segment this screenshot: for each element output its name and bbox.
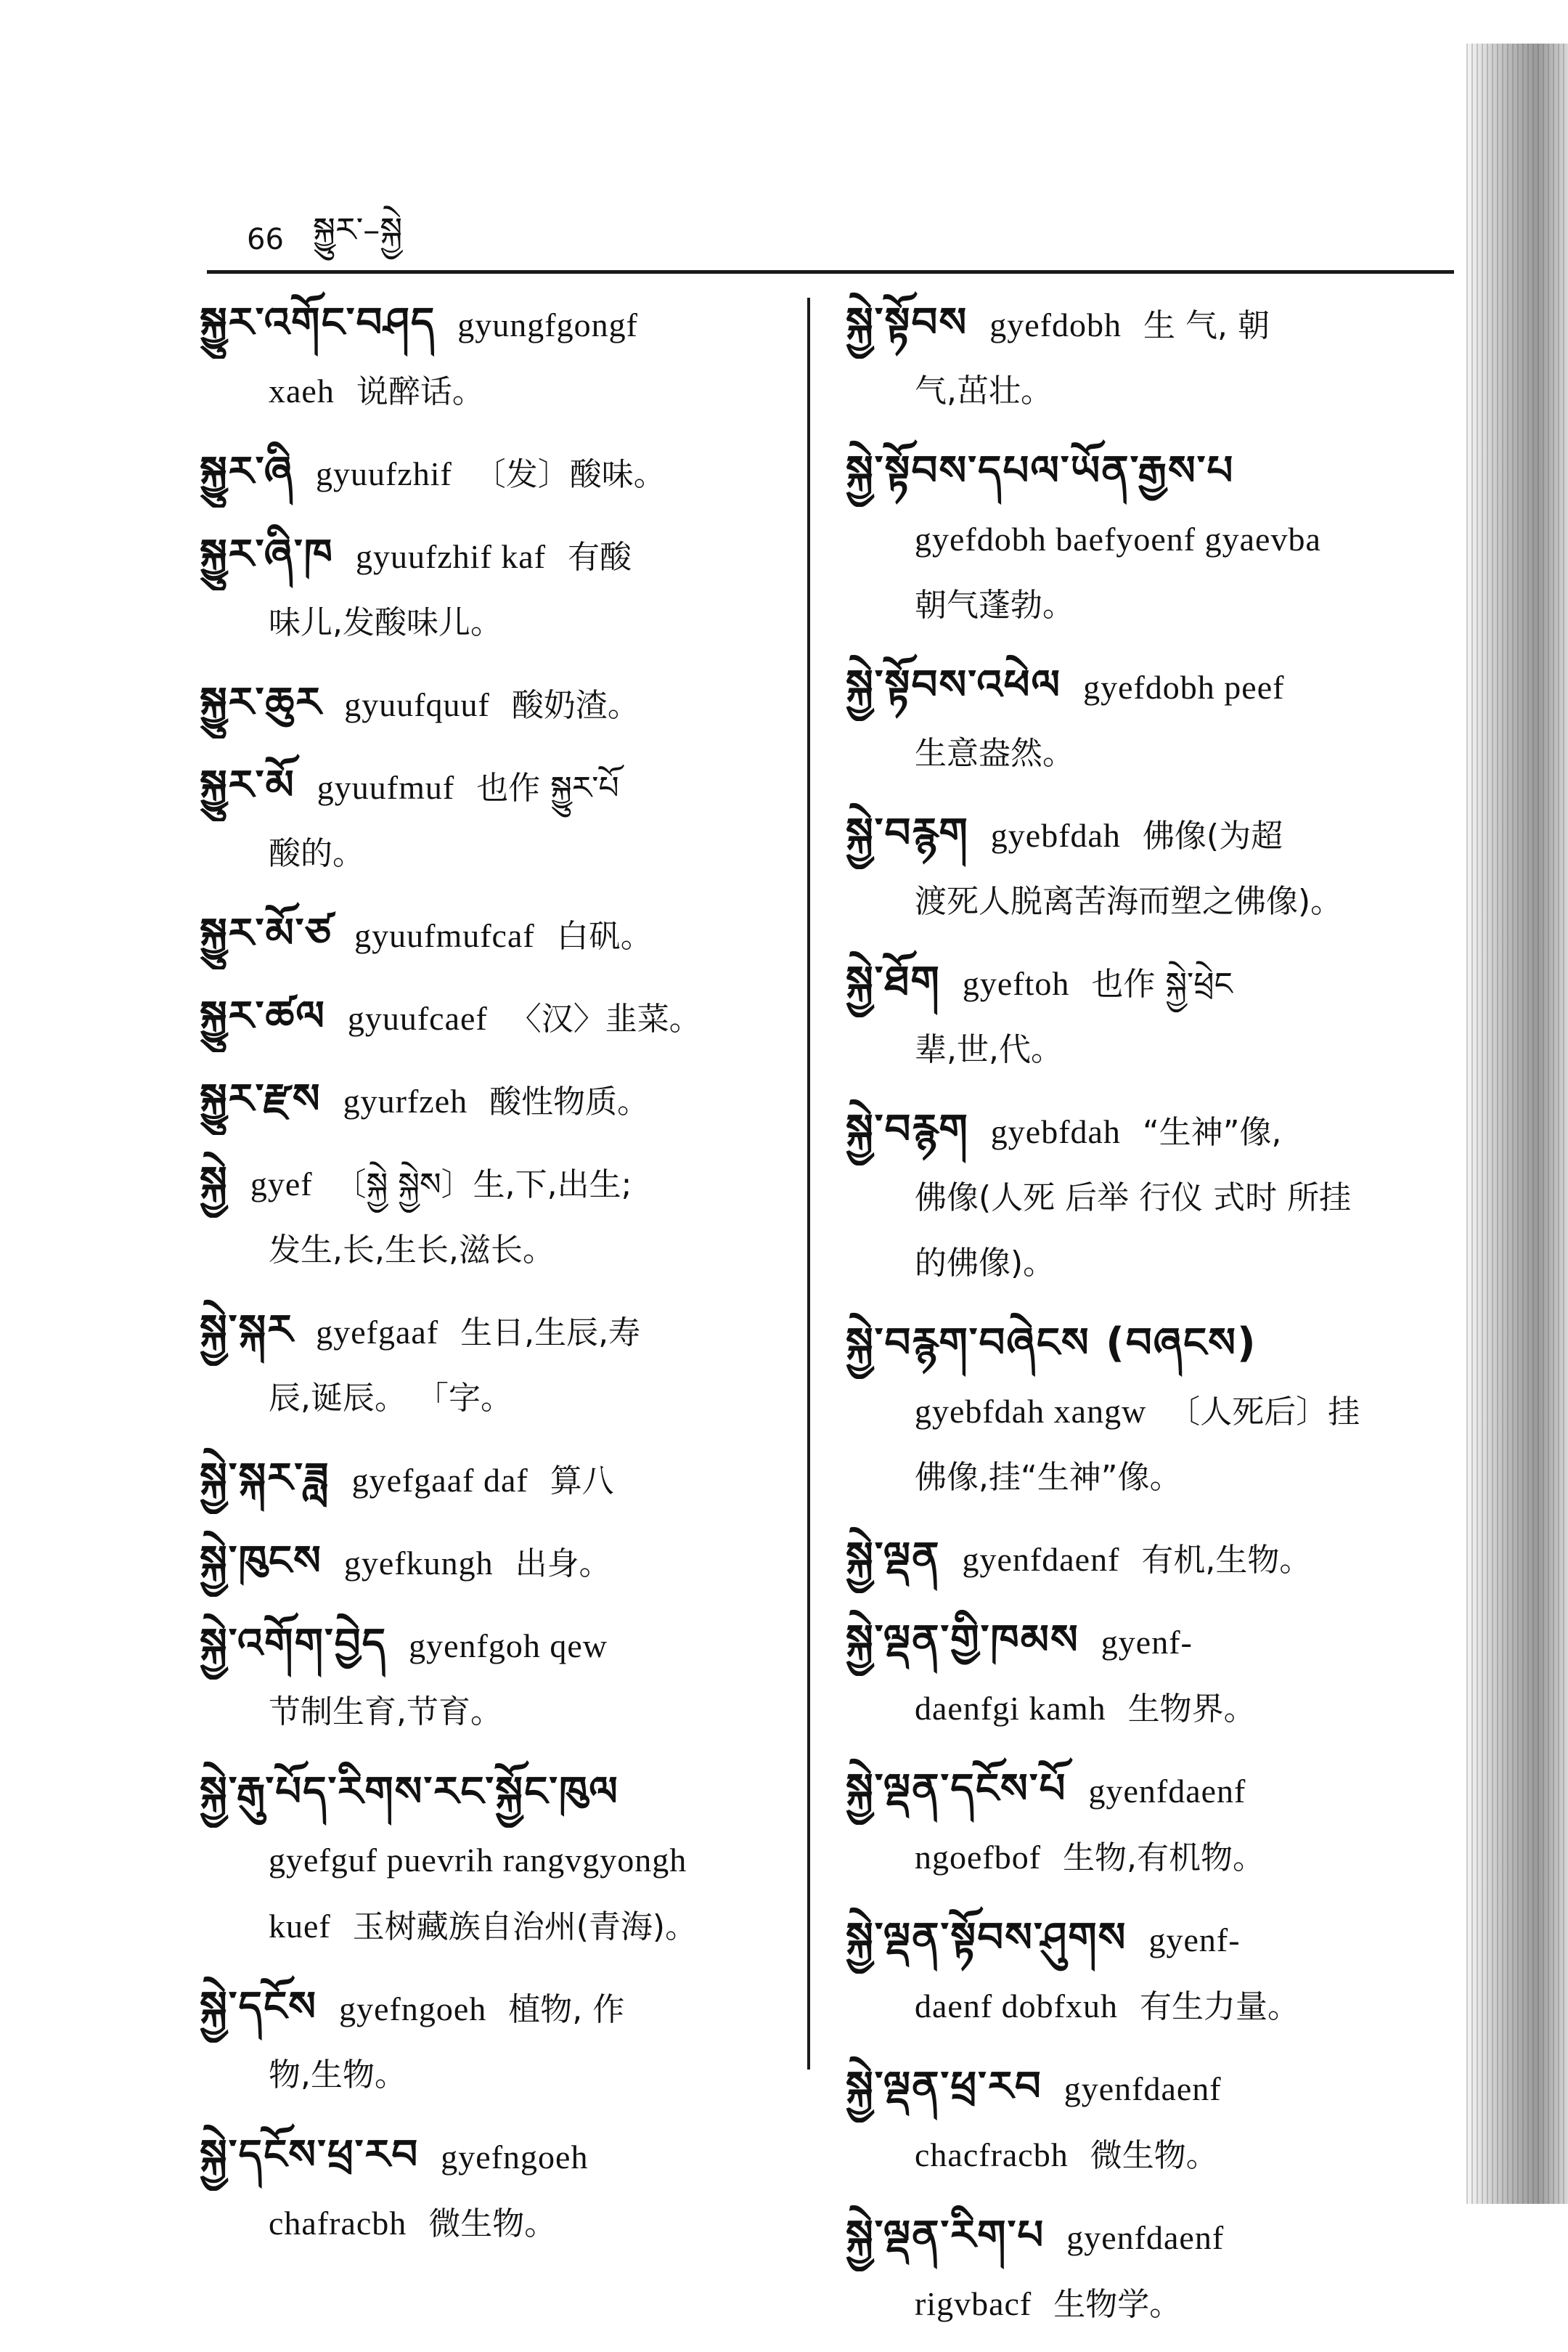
tibetan-headword: སྐྱེ་ཐོག (846, 958, 941, 1005)
definition: 佛像(人死 后举 行仪 式时 所挂 (915, 1179, 1352, 1216)
entry-continuation (846, 1231, 1455, 1296)
definition: 发生,长,生长,滋长。 (269, 1232, 555, 1269)
dictionary-entry (200, 901, 802, 969)
entry-continuation (846, 1017, 1455, 1083)
tibetan-headword: སྐྱེ་ཁུངས (200, 1537, 322, 1584)
definition: 佛像(为超 (1142, 818, 1283, 855)
dictionary-entry (200, 1298, 802, 1431)
definition: 也作 སྐྱུར་པོ (476, 770, 619, 807)
entry-continuation (846, 507, 1455, 573)
romanization: daenfgi kamh (915, 1690, 1106, 1727)
tibetan-headword: སྐྱེ་བརྙག (846, 1106, 969, 1153)
dictionary-entry (200, 1149, 802, 1283)
definition: 算八 (550, 1462, 614, 1499)
entry-line (200, 1974, 802, 2043)
definition: 玉树藏族自治州(青海)。 (352, 1908, 698, 1945)
entry-line (846, 1905, 1455, 1974)
romanization: gyuufmuf (317, 769, 455, 806)
dictionary-entry (200, 670, 802, 738)
header-rule (207, 270, 1454, 274)
entry-line (846, 1311, 1455, 1379)
definition: 辰,诞辰。 「字。 (269, 1380, 513, 1417)
entry-continuation (200, 1828, 802, 1894)
entry-continuation (200, 821, 802, 887)
tibetan-headword: སྐྱེ་བརྙག (846, 810, 969, 857)
romanization: gyefguf puevrih rangvgyongh (269, 1842, 687, 1879)
dictionary-entry (846, 801, 1455, 935)
dictionary-entry (846, 2054, 1455, 2189)
entry-line (846, 653, 1455, 721)
entry-continuation (846, 1676, 1455, 1742)
definition: 有生力量。 (1139, 1988, 1299, 2025)
entry-line (200, 2123, 802, 2191)
dictionary-entry (846, 1097, 1455, 1296)
definition: 酸奶渣。 (511, 687, 640, 724)
romanization: gyenf- (1101, 1624, 1193, 1661)
entry-continuation (200, 1894, 802, 1960)
definition: 生物,有机物。 (1063, 1839, 1265, 1876)
tibetan-headword: སྐྱུར་ཚལ (200, 993, 326, 1040)
definition: 出身。 (515, 1545, 611, 1582)
dictionary-entry (200, 1067, 802, 1135)
tibetan-headword: སྐྱེ་སྟོབས་དཔལ་ཡོན་རྒྱས་པ (846, 447, 1235, 495)
definition: 微生物。 (428, 2205, 557, 2242)
entry-line (846, 290, 1455, 359)
definition: 也作 སྐྱེ་ཕྲེང (1091, 966, 1233, 1003)
definition: 有酸 (568, 539, 632, 576)
entry-continuation (846, 1825, 1455, 1891)
dictionary-entry (200, 1611, 802, 1745)
page-edge-scan (1466, 44, 1568, 2204)
definition: 说醉话。 (356, 373, 484, 410)
entry-continuation (846, 1974, 1455, 2040)
romanization: gyungfgongf (457, 306, 638, 343)
definition: 生物学。 (1053, 2286, 1182, 2323)
entry-continuation (846, 869, 1455, 935)
page-number: 66 (247, 223, 284, 256)
entry-line (200, 1298, 802, 1366)
page-header (247, 211, 402, 269)
entry-line (846, 1608, 1455, 1676)
romanization: gyefdobh peef (1083, 669, 1285, 706)
romanization: gyenfdaenf (962, 1541, 1120, 1578)
romanization: gyenfdaenf (1063, 2070, 1222, 2107)
definition: 味儿,发酸味儿。 (269, 604, 502, 641)
tibetan-headword: སྐྱུར་ཞི (200, 448, 294, 495)
definition: 佛像,挂“生神”像。 (915, 1459, 1182, 1496)
right-column (846, 290, 1455, 2352)
romanization: gyebfdah (990, 1113, 1121, 1150)
tibetan-headword: སྐྱེ་ལྡན་རིག་པ (846, 2212, 1045, 2259)
romanization: gyuufmufcaf (354, 917, 535, 954)
entry-line (846, 2054, 1455, 2123)
entry-continuation (846, 721, 1455, 786)
definition: 朝气蓬勃。 (915, 587, 1074, 624)
entry-line (846, 1525, 1455, 1593)
entry-continuation (200, 1218, 802, 1283)
tibetan-headword: སྐྱུར་མོ (200, 762, 295, 809)
romanization: gyurfzeh (343, 1083, 468, 1120)
romanization: gyenfdaenf (1088, 1773, 1246, 1810)
romanization: gyuufcaef (347, 1000, 488, 1037)
entry-line (846, 1757, 1455, 1825)
dictionary-entry (200, 1446, 802, 1514)
entry-continuation (846, 1445, 1455, 1510)
entry-continuation (846, 359, 1455, 424)
definition: 气,茁壮。 (915, 373, 1053, 410)
romanization: gyefngoeh (339, 1990, 487, 2027)
dictionary-entry (846, 1905, 1455, 2040)
entry-line (200, 1529, 802, 1597)
entry-line (200, 753, 802, 821)
entry-continuation (200, 590, 802, 656)
dictionary-entry (846, 439, 1455, 638)
dictionary-entry (200, 1974, 802, 2108)
tibetan-headword: སྐྱེ་སྟོབས་འཕེལ (846, 662, 1062, 709)
tibetan-headword: སྐྱེ་དངོས་ཕྲ་རབ (200, 2131, 420, 2178)
tibetan-headword: སྐྱེ་བརྙག་བཞེངས (བཞངས) (846, 1319, 1257, 1367)
tibetan-headword: སྐྱེ་རྒུ་པོད་རིགས་རང་སྐྱོང་ཁུལ (200, 1768, 619, 1815)
entry-continuation (846, 1165, 1455, 1231)
column-divider (807, 298, 810, 2070)
romanization: xaeh (269, 373, 335, 410)
tibetan-headword: སྐྱུར་འགོང་བཤད (200, 299, 436, 346)
dictionary-entry (846, 1311, 1455, 1510)
entry-continuation (200, 359, 802, 425)
romanization: ngoefbof (915, 1839, 1042, 1876)
dictionary-entry (200, 2123, 802, 2257)
definition: 酸性物质。 (489, 1083, 650, 1120)
tibetan-headword: སྐྱེ་ལྡན་དངོས་པོ (846, 1765, 1067, 1812)
entry-line (200, 1149, 802, 1218)
tibetan-headword: སྐྱེ་སྐར (200, 1306, 295, 1354)
definition: 酸的。 (269, 835, 364, 872)
running-head: སྐྱུར་–སྐྱེ (312, 209, 403, 249)
tibetan-headword: སྐྱེ་ལྡན་སྟོབས་ཤུགས (846, 1914, 1127, 1961)
dictionary-entry (200, 753, 802, 887)
left-column (200, 290, 802, 2271)
definition: 〔སྐྱེ སྐྱེས〕生,下,出生; (334, 1166, 632, 1203)
definition: 〔人死后〕挂 (1168, 1393, 1360, 1431)
tibetan-headword: སྐྱེ་སྟོབས (846, 299, 968, 346)
definition: 生意盎然。 (915, 735, 1074, 772)
romanization: gyenf- (1148, 1921, 1241, 1958)
tibetan-headword: སྐྱེ་ལྡན (846, 1534, 941, 1581)
entry-line (200, 670, 802, 738)
entry-line (846, 1097, 1455, 1165)
entry-line (846, 949, 1455, 1017)
romanization: gyenfdaenf (1066, 2219, 1225, 2256)
entry-continuation (200, 1680, 802, 1745)
tibetan-headword: སྐྱུར་མོ་ཙ (200, 910, 333, 957)
entry-continuation (200, 2043, 802, 2108)
definition: 生物界。 (1127, 1690, 1256, 1728)
dictionary-entry (846, 653, 1455, 786)
romanization: gyefgaaf daf (351, 1462, 528, 1499)
tibetan-headword: སྐྱུར་ཞི་ཁ (200, 531, 334, 578)
entry-continuation (200, 2191, 802, 2257)
entry-line (200, 439, 802, 508)
tibetan-headword: སྐྱེ་དངོས (200, 1983, 318, 2030)
dictionary-entry (200, 522, 802, 656)
definition: 微生物。 (1090, 2137, 1218, 2174)
tibetan-headword: སྐྱེ་ལྡན་གྱི་ཁམས (846, 1616, 1079, 1664)
definition: 辈,世,代。 (915, 1031, 1063, 1068)
entry-continuation (846, 2271, 1455, 2337)
entry-line (846, 439, 1455, 507)
romanization: daenf dobfxuh (915, 1987, 1118, 2025)
dictionary-entry (846, 949, 1455, 1083)
romanization: gyef (250, 1165, 313, 1203)
romanization: gyefngoeh (441, 2139, 589, 2176)
romanization: gyefdobh (989, 306, 1122, 343)
dictionary-entry (846, 2203, 1455, 2337)
dictionary-entry (200, 439, 802, 508)
dictionary-entry (846, 290, 1455, 424)
dictionary-entry (846, 1608, 1455, 1742)
entry-line (846, 2203, 1455, 2271)
entry-continuation (846, 2123, 1455, 2189)
romanization: gyefgaaf (316, 1314, 439, 1351)
definition: 物,生物。 (269, 2056, 407, 2093)
romanization: gyuufquuf (344, 686, 490, 723)
entry-line (200, 290, 802, 359)
romanization: gyefkungh (343, 1545, 494, 1582)
entry-line (200, 1759, 802, 1828)
dictionary-entry (846, 1757, 1455, 1891)
entry-line (200, 1067, 802, 1135)
definition: 节制生育,节育。 (269, 1693, 502, 1730)
dictionary-entry (846, 1525, 1455, 1593)
romanization: chafracbh (269, 2205, 407, 2242)
definition: 植物, 作 (508, 1991, 625, 2028)
definition: 渡死人脱离苦海而塑之佛像)。 (915, 883, 1343, 920)
tibetan-headword: སྐྱུར་རྫས (200, 1075, 322, 1123)
entry-line (200, 522, 802, 590)
romanization: gyefdobh baefyoenf gyaevba (915, 521, 1321, 558)
definition: 〔发〕酸味。 (473, 456, 666, 493)
dictionary-entry (200, 1529, 802, 1597)
entry-line (200, 1611, 802, 1680)
dictionary-entry (200, 1759, 802, 1960)
romanization: gyebfdah xangw (915, 1393, 1147, 1430)
romanization: chacfracbh (915, 2136, 1069, 2173)
entry-line (200, 901, 802, 969)
romanization: gyenfgoh qew (409, 1627, 608, 1664)
tibetan-headword: སྐྱེ (200, 1158, 229, 1205)
entry-continuation (200, 1366, 802, 1431)
definition: “生神”像, (1142, 1114, 1282, 1151)
entry-continuation (846, 573, 1455, 638)
definition: 有机,生物。 (1141, 1542, 1312, 1579)
entry-line (846, 801, 1455, 869)
romanization: gyuufzhif (315, 455, 452, 492)
romanization: gyebfdah (990, 817, 1121, 854)
definition: 的佛像)。 (915, 1245, 1055, 1282)
entry-line (200, 1446, 802, 1514)
dictionary-entry (200, 290, 802, 425)
romanization: gyuufzhif kaf (355, 538, 547, 575)
entry-continuation (846, 1379, 1455, 1445)
tibetan-headword: སྐྱེ་སྐར་ཟླ (200, 1454, 330, 1502)
romanization: kuef (269, 1908, 331, 1945)
tibetan-headword: སྐྱེ་འགོག་བྱེད (200, 1620, 388, 1667)
definition: 生日,生辰,寿 (460, 1314, 641, 1351)
tibetan-headword: སྐྱེ་ལྡན་ཕྲ་རབ (846, 2063, 1042, 2110)
dictionary-entry (200, 984, 802, 1052)
entry-line (200, 984, 802, 1052)
definition: 〈汉〉韭菜。 (509, 1001, 701, 1038)
romanization: rigvbacf (915, 2285, 1032, 2322)
definition: 生 气, 朝 (1143, 307, 1270, 344)
romanization: gyeftoh (962, 965, 1070, 1002)
tibetan-headword: སྐྱུར་ཆུར (200, 679, 323, 726)
definition: 白矾。 (556, 918, 653, 955)
